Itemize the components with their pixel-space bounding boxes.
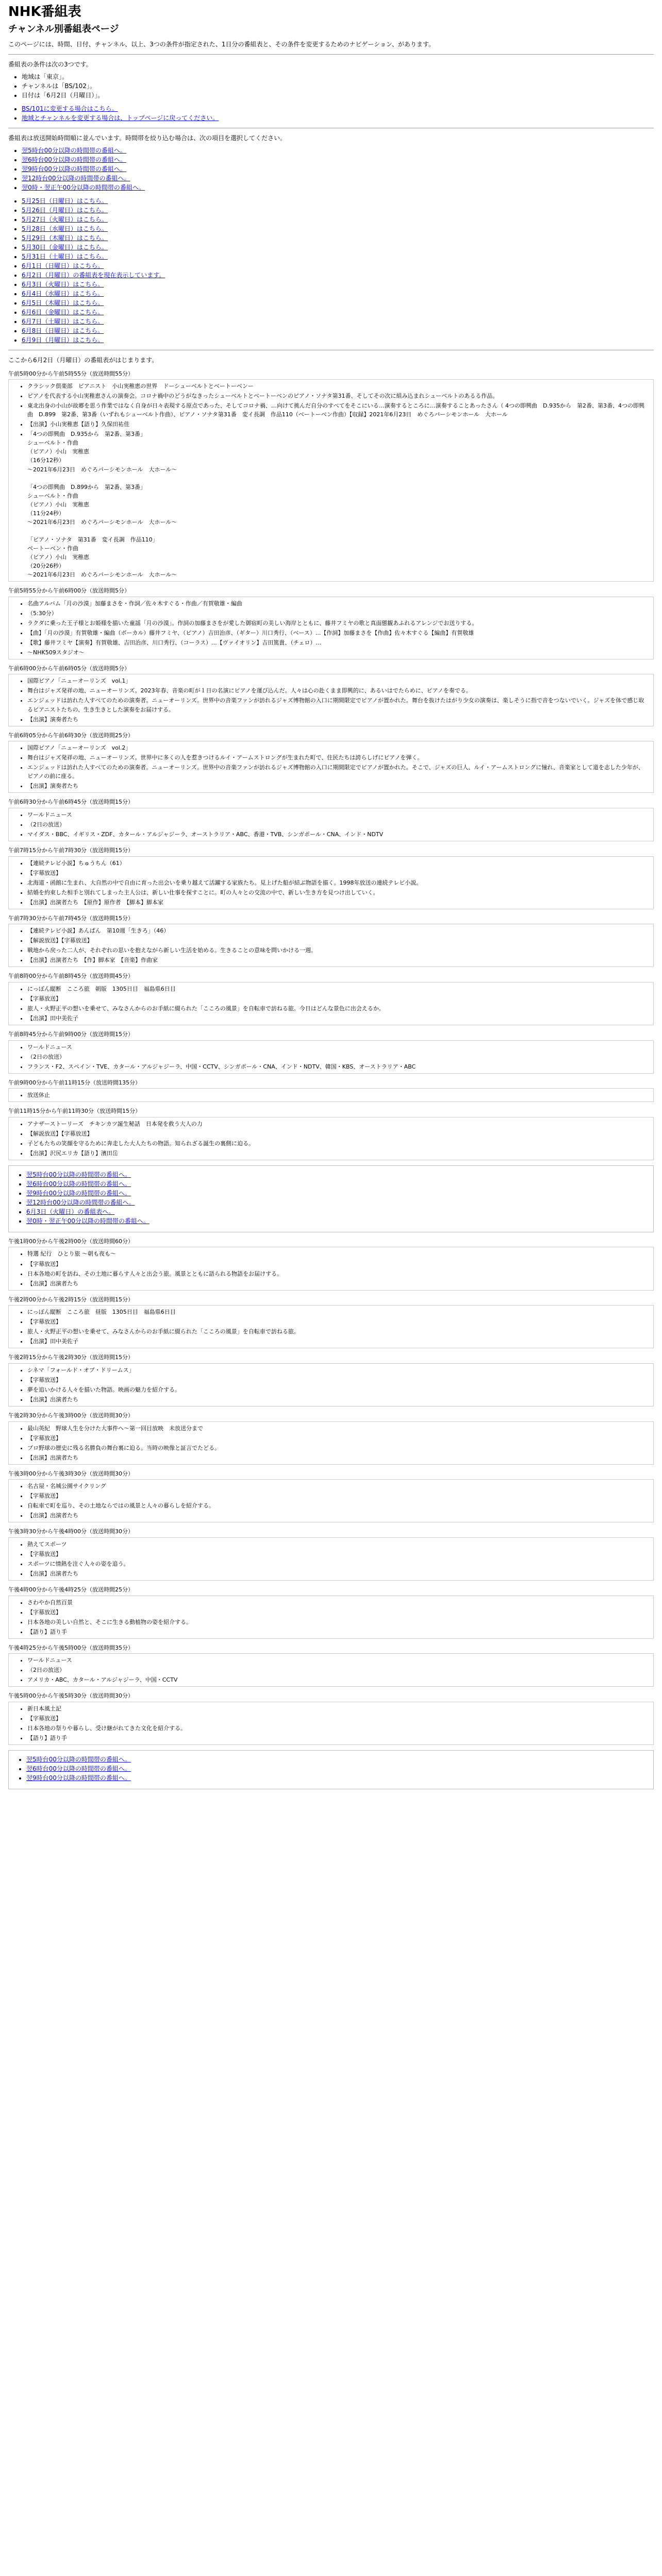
program-detail: • 【出演】出演者たち 【原作】原作者 【脚本】脚本家: [27, 898, 648, 907]
program-entry: [8, 674, 654, 726]
change-links: [8, 104, 654, 123]
program-detail: • エンジェッドは訪れた人すべてのための演奏者。ニューオーリンズ。世界中の音楽ファンが訪れるジャズ博物館の入口に期間限定でピアノが置かれた。そこで、ジャズの巨人、ルイ・アームストロングに憧れ、音楽家として道を志した少年が、ピアノの前に座る。: [27, 763, 648, 781]
bottom-nav-link[interactable]: 翌9時台00分以降の時間帯の番組へ。: [26, 1774, 131, 1782]
date-nav-link[interactable]: 5月29日（木曜日）はこちら。: [22, 234, 108, 242]
conditions-list: [8, 72, 654, 100]
program-detail: • 【出演】田中美佐子: [27, 1337, 648, 1346]
program-detail: • 【解説放送】【字幕放送】: [27, 936, 648, 945]
time-nav-link[interactable]: 翌9時台00分以降の時間帯の番組へ。: [22, 165, 126, 173]
program-detail: • 【歌】藤井フミヤ【演奏】有賀敬雄、吉田治彦、川口秀行、（コーラス）...【ヴァイオリン】吉田篤貴、（チェロ）...: [27, 638, 648, 647]
time-nav-list: [8, 146, 654, 192]
program-detail: • 【字幕放送】: [27, 1550, 648, 1558]
program-detail: • プロ野球の歴史に残る名勝負の舞台裏に迫る。当時の映像と証言でたどる。: [27, 1444, 648, 1452]
time-nav-link[interactable]: 翌6時台00分以降の時間帯の番組へ。: [22, 156, 126, 163]
program-entry: [8, 856, 654, 909]
program-details: [14, 599, 648, 657]
program-time: 午前6時00分から午前6時05分（放送時間5分）: [8, 665, 130, 672]
date-nav-link[interactable]: 6月9日（月曜日）はこちら。: [22, 336, 104, 344]
program-entry: [8, 982, 654, 1025]
date-nav-link[interactable]: 6月7日（土曜日）はこちら。: [22, 317, 104, 325]
program-title: • 新日本風土記: [27, 1704, 648, 1713]
program-detail: • （2日の放送）: [27, 1666, 648, 1674]
program-entry: [8, 1117, 654, 1160]
program-detail: • フランス・F2、スペイン・TVE、カタール・アルジャジーラ、中国・CCTV、シンガポール・CNA、インド・NDTV、韓国・KBS、オーストラリア・ABC: [27, 1062, 648, 1071]
program-time: 午後4時25分から午後5時00分（放送時間35分）: [8, 1644, 134, 1651]
time-nav-link[interactable]: 翌5時台00分以降の時間帯の番組へ。: [22, 146, 126, 154]
program-time: 午後2時00分から午後2時15分（放送時間15分）: [8, 1296, 134, 1303]
date-nav-link[interactable]: 6月4日（水曜日）はこちら。: [22, 290, 104, 297]
program-entry: [8, 1596, 654, 1639]
program-detail: • 子どもたちの笑顔を守るために奔走した大人たちの物語。知られざる誕生の裏側に迫る。: [27, 1139, 648, 1148]
program-detail: • 旅人・火野正平の想いを乗せて、みなさんからのお手紙に綴られた「こころの風景」を自転車で訪ねる旅。: [27, 1327, 648, 1336]
time-nav-link[interactable]: 翌0時・翌正午00分以降の時間帯の番組へ。: [22, 183, 145, 191]
program-detail: • （2日の放送）: [27, 1053, 648, 1061]
mid-nav-link[interactable]: 翌0時・翌正午00分以降の時間帯の番組へ。: [26, 1217, 150, 1225]
program-entry: [8, 379, 654, 582]
program-title: • 国際ピアノ「ニューオーリンズ vol.2」: [27, 743, 648, 752]
program-entry: [8, 808, 654, 841]
condition-channel: • チャンネルは「BS/102」。: [22, 81, 654, 91]
program-detail: • 【出演】演奏者たち: [27, 782, 648, 790]
program-detail: • 日本各地の町を訪ね、その土地に暮らす人々と出会う旅。風景とともに語られる物語をお届けする。: [27, 1269, 648, 1278]
program-details: [14, 1308, 648, 1346]
date-nav-link[interactable]: 5月30日（金曜日）はこちら。: [22, 243, 108, 251]
program-entry: [8, 1537, 654, 1581]
date-nav-link[interactable]: 6月5日（木曜日）はこちら。: [22, 299, 104, 307]
program-details: [14, 1120, 648, 1158]
mid-nav-link[interactable]: 翌6時台00分以降の時間帯の番組へ。: [26, 1180, 131, 1188]
program-title: • さわやか自然百景: [27, 1598, 648, 1607]
program-detail: • 【字幕放送】: [27, 1260, 648, 1268]
program-time: 午前6時30分から午前6時45分（放送時間15分）: [8, 799, 134, 806]
back-to-top-link[interactable]: 地域とチャンネルを変更する場合は、トップページに戻ってください。: [22, 114, 219, 122]
program-music-list: • 「4つの即興曲 D.935から 第2番、第3番」 シューベルト・作曲 （ピアノ）小山 実稚恵 （16分12秒） ～2021年6月23日 めぐろパーシモンホール 大ホール～ 「4つの即興曲 D.899から 第2番、第3番」 シューベルト・作曲 （ピアノ）小山 実稚恵 （11分24秒） ～2021年6月23日 めぐろパーシモンホール 大ホール～ 「ピアノ・ソナタ 第31番 変イ長調 作品110」 ベートーベン・作曲 （ピアノ）小山 実稚恵 （20分26秒） ～2021年6月23日 めぐろパーシモンホール 大ホール～: [27, 430, 648, 579]
program-details: [14, 1482, 648, 1520]
program-entry: [8, 1702, 654, 1745]
program-detail: • ピアノを代表する小山実稚恵さんの演奏会。コロナ禍中のどうがなきったシューベルトとベートーベンのピアノ・ソナタ第31番、そしてその次に組み込まれシューベルトのあるる作品。: [27, 392, 648, 400]
mid-nav-link[interactable]: 翌9時台00分以降の時間帯の番組へ。: [26, 1189, 131, 1197]
program-detail: • 東北出身の小山が故郷を思う作業ではなく自身が日々表現する原点であった、そしてコロナ禍、…向けて挑んだ自分のすべてをそこにいる…演奏するところに…演奏することあったさん（ 4つの即興曲 D.935から 第2番、第3番、4つの即興曲 D.899 第2番、第3番（いずれもシューベルト作曲）、ピアノ・ソナタ第31番 変イ長調 作品110（ベートーベン作曲）【収録】2021年6月23日 めぐろパーシモンホール 大ホール: [27, 401, 648, 419]
program-time: 午前9時00分から午前11時15分（放送時間135分）: [8, 1079, 141, 1086]
bottom-nav-box: [8, 1750, 654, 1789]
mid-nav-list: [13, 1170, 649, 1226]
program-detail: • 【出演】演奏者たち: [27, 715, 648, 724]
program-time: 午後1時00分から午後2時00分（放送時間60分）: [8, 1238, 134, 1245]
program-title: • 特選 紀行 ひとり旅 ～朝も夜も～: [27, 1249, 648, 1258]
program-details: [14, 1424, 648, 1462]
program-time: 午後2時15分から午後2時30分（放送時間15分）: [8, 1354, 134, 1361]
program-detail: • 戦地から戻った二人が、それぞれの思いを抱えながら新しい生活を始める。生きることの意味を問いかける一週。: [27, 946, 648, 955]
program-title: • 最山英紀 野球人生を分けた大事件ヘ～第一回目放映 未放送分まで: [27, 1424, 648, 1433]
program-detail: • 【出演】出演者たち: [27, 1511, 648, 1520]
date-nav-list: [8, 196, 654, 345]
bottom-nav-link[interactable]: 翌6時台00分以降の時間帯の番組へ。: [26, 1765, 131, 1773]
program-detail: • アメリカ・ABC、カタール・アルジャジーラ、中国・CCTV: [27, 1675, 648, 1684]
program-time: 午後2時30分から午後3時00分（放送時間30分）: [8, 1412, 134, 1419]
program-time: 午後3時00分から午後3時30分（放送時間30分）: [8, 1470, 134, 1477]
program-entry: [8, 1040, 654, 1074]
program-title: • ワールドニュース: [27, 1043, 648, 1052]
program-details: [14, 985, 648, 1023]
program-title: • にっぽん縦断 こころ旅 昼版 1305日目 福島県6日目: [27, 1308, 648, 1316]
program-title: • アナザーストーリーズ チキンカツ誕生秘話 日本発を救う大人の力: [27, 1120, 648, 1128]
program-detail: • 【出演】出演者たち: [27, 1395, 648, 1404]
program-detail: • （5:30分）: [27, 609, 648, 618]
date-nav-link[interactable]: 6月8日（日曜日）はこちら。: [22, 327, 104, 334]
program-time: 午前5時55分から午前6時00分（放送時間5分）: [8, 587, 130, 595]
time-nav-link[interactable]: 翌12時台00分以降の時間帯の番組へ。: [22, 174, 130, 182]
program-details: [14, 1043, 648, 1071]
program-time: 午前11時15分から午前11時30分（放送時間15分）: [8, 1108, 141, 1115]
program-detail: • 日本各地の祭りや暮らし、受け継がれてきた文化を紹介する。: [27, 1724, 648, 1733]
program-detail: • 【出演】小山実稚恵【語り】久保田祐佳: [27, 420, 648, 429]
program-title: • ワールドニュース: [27, 1656, 648, 1665]
program-title: • 放送休止: [27, 1091, 648, 1099]
program-entry: [8, 1305, 654, 1348]
condition-date: • 日付は「6月2日（月曜日）」。: [22, 91, 654, 100]
program-title: • 名古屋・名城公園サイクリング: [27, 1482, 648, 1490]
program-detail: • （2日の放送）: [27, 820, 648, 829]
program-detail: • 旅人・火野正平の想いを乗せて、みなさんからのお手紙に綴られた「こころの風景」を自転車で訪ねる旅。今日はどんな景色に出会えるか。: [27, 1004, 648, 1013]
date-nav-link[interactable]: 6月1日（日曜日）はこちら。: [22, 262, 104, 269]
program-detail: • 舞台はジャズ発祥の地、ニューオーリンズ。世界中に多くの人を惹きつけるルイ・アームストロングが生まれた町で、住民たちは誇らしげにピアノを弾く。: [27, 753, 648, 762]
program-detail: • 夢を追いかける人々を描いた物語。映画の魅力を紹介する。: [27, 1385, 648, 1394]
program-title: • ワールドニュース: [27, 810, 648, 819]
change-channel-link[interactable]: BS/101に変更する場合はこちら。: [22, 105, 118, 112]
program-details: [14, 810, 648, 839]
program-entry: [8, 1363, 654, 1406]
program-detail: • 【出演】出演者たち: [27, 1279, 648, 1288]
program-detail: • ～NHK509スタジオ～: [27, 648, 648, 657]
program-time: 午前8時00分から午前8時45分（放送時間45分）: [8, 973, 134, 980]
program-detail: • 【出演】田中美佐子: [27, 1014, 648, 1023]
program-title: • クラシック倶楽部 ピアニスト 小山実稚恵の世界 ドーシューベルトとベートーベンー: [27, 382, 648, 391]
mid-nav-link[interactable]: 翌5時台00分以降の時間帯の番組へ。: [26, 1171, 131, 1178]
program-list: [8, 370, 654, 1160]
program-detail: • 【出演】出演者たち: [27, 1453, 648, 1462]
date-nav-link[interactable]: 6月3日（火曜日）はこちら。: [22, 280, 104, 288]
program-detail: • ラクダに乗った王子様とお姫様を描いた童謡「月の沙漠」。作詞の加藤まさをが愛した御宿町の美しい海岸とともに、藤井フミヤの歌と真面態観あふれるアレンジでお送りする。: [27, 619, 648, 628]
program-title: • 【連続テレビ小説】ちゅうちん（61）: [27, 859, 648, 868]
date-nav-link[interactable]: 5月31日（土曜日）はこちら。: [22, 252, 108, 260]
program-details: [14, 926, 648, 964]
program-entry: [8, 741, 654, 793]
program-detail: • 結婚を約束した相手と別れてしまった主人公は、新しい仕事を探すことに。町の人々との交流の中で、新しい生き方を見つけ出していく。: [27, 888, 648, 897]
program-detail: • 【字幕放送】: [27, 994, 648, 1003]
program-details: [14, 1091, 648, 1099]
date-nav-link[interactable]: 6月6日（金曜日）はこちら。: [22, 308, 104, 316]
program-time: 午前7時15分から午前7時30分（放送時間15分）: [8, 847, 134, 854]
program-time: 午後3時30分から午後4時00分（放送時間30分）: [8, 1528, 134, 1535]
date-nav-link[interactable]: 5月25日（日曜日）はこちら。: [22, 197, 108, 205]
program-detail: • 【出演】沢尻エリカ【語り】濱田岳: [27, 1149, 648, 1158]
program-detail: • 【字幕放送】: [27, 1376, 648, 1384]
program-entry: [8, 1088, 654, 1102]
program-detail: • スポーツに情熱を注ぐ人々の姿を追う。: [27, 1560, 648, 1568]
program-title: • 国際ピアノ「ニューオーリンズ vol.1」: [27, 676, 648, 685]
program-title: • 【連続テレビ小説】あんぱん 第10週「生きろ」（46）: [27, 926, 648, 935]
program-details: [14, 676, 648, 723]
program-detail: • 自転車で町を巡り、その土地ならではの風景と人々の暮らしを紹介する。: [27, 1501, 648, 1510]
program-details: [14, 382, 648, 579]
program-list: [8, 1238, 654, 1745]
program-title: • 熱えてスポーツ: [27, 1540, 648, 1549]
program-title: • 名曲アルバム「月の沙漠」加藤まさを・作詞／佐々木すぐる・作曲／有賀敬雄・編曲: [27, 599, 648, 608]
program-detail: • エンジェッドは訪れた人すべてのための演奏者。ニューオーリンズ。世界中の音楽ファンが訪れるジャズ博物館の入口に期間限定でピアノが置かれた。舞台を抜けたはがり少女の演奏は、楽しそうに指で音をつないでいく。ジャズを体で感じ取るピアニストたちの、生き生きとした演奏をお届けする。: [27, 696, 648, 714]
program-details: [14, 743, 648, 790]
program-detail: • 【字幕放送】: [27, 869, 648, 877]
date-nav-link[interactable]: 5月27日（火曜日）はこちら。: [22, 215, 108, 223]
program-detail: • 【字幕放送】: [27, 1714, 648, 1723]
mid-nav-box: [8, 1165, 654, 1232]
program-detail: • 日本各地の美しい自然と、そこに生きる動植物の姿を紹介する。: [27, 1618, 648, 1626]
divider: [8, 54, 654, 55]
program-detail: • 【字幕放送】: [27, 1434, 648, 1443]
program-details: [14, 859, 648, 907]
time-nav-text: 番組表は放送開始時間順に並んでいます。時間帯を絞り込む場合は、次の項目を選択してください。: [8, 134, 287, 142]
program-details: [14, 1366, 648, 1404]
program-details: [14, 1598, 648, 1636]
mid-nav-link[interactable]: 翌12時台00分以降の時間帯の番組へ。: [26, 1198, 135, 1206]
program-detail: • 【曲】「月の沙漠」有賀敬雄・編曲（ボーカル）藤井フミヤ、（ピアノ）吉田治彦、（ギター）川口秀行、（ベース）...【作詞】加藤まさを【作曲】佐々木すぐる【編曲】有賀敬雄: [27, 629, 648, 637]
bottom-nav-link[interactable]: 翌5時台00分以降の時間帯の番組へ。: [26, 1756, 131, 1764]
program-entry: [8, 924, 654, 967]
program-detail: • 【語り】語り手: [27, 1734, 648, 1742]
program-title: • シネマ「フォールド・オブ・ドリームス」: [27, 1366, 648, 1375]
condition-region: • 地域は「東京」。: [22, 72, 654, 81]
program-time: 午後4時00分から午後4時25分（放送時間25分）: [8, 1586, 134, 1594]
intro-text: このページには、時間、日付、チャンネル、以上、3つの条件が指定された、1日分の番組表と、その条件を変更するためのナビゲーション、があります。: [8, 40, 435, 48]
program-time: 午前7時30分から午前7時45分（放送時間15分）: [8, 914, 134, 922]
program-details: [14, 1704, 648, 1742]
program-time: 午前5時00分から午前5時55分（放送時間55分）: [8, 370, 134, 377]
program-detail: • 【出演】出演者たち: [27, 1569, 648, 1578]
program-entry: [8, 1247, 654, 1290]
program-detail: • 【語り】語り手: [27, 1628, 648, 1636]
program-time: 午前8時45分から午前9時00分（放送時間15分）: [8, 1031, 134, 1038]
listing-intro: ここから6月2日（月曜日）の番組表がはじまります。: [8, 356, 158, 364]
program-detail: • 北海道・函館に生まれ、大自然の中で自由に育った出会いを乗り越えて活躍する家族たち。見上げた船が結ぶ物語を描く。1998年放送の連続テレビ小説。: [27, 878, 648, 887]
program-detail: • 【字幕放送】: [27, 1492, 648, 1500]
program-detail: • 【字幕放送】: [27, 1608, 648, 1617]
date-nav-link[interactable]: 5月28日（水曜日）はこちら。: [22, 225, 108, 232]
page-subtitle: チャンネル別番組表ページ: [8, 24, 119, 35]
program-title: • にっぽん縦断 こころ旅 朝版 1305日目 福島県6日目: [27, 985, 648, 993]
conditions-intro: 番組表の条件は次の3つです。: [8, 60, 92, 68]
bottom-nav-list: [13, 1755, 649, 1783]
date-nav-link[interactable]: 5月26日（月曜日）はこちら。: [22, 206, 108, 214]
program-detail: • 【字幕放送】: [27, 1317, 648, 1326]
program-details: [14, 1656, 648, 1684]
program-time: 午前6時05分から午前6時30分（放送時間25分）: [8, 732, 134, 739]
program-details: [14, 1249, 648, 1287]
program-detail: • マイダス・BBC、イギリス・ZDF、カタール・アルジャジーラ、オーストラリア・ABC、香港・TVB、シンガポール・CNA、インド・NDTV: [27, 830, 648, 839]
program-time: 午後5時00分から午後5時30分（放送時間30分）: [8, 1692, 134, 1700]
mid-nav-link[interactable]: 6月3日（火曜日）の番組表へ。: [26, 1208, 115, 1215]
program-entry: [8, 597, 654, 659]
program-entry: [8, 1653, 654, 1687]
program-details: [14, 1540, 648, 1578]
date-nav-current[interactable]: 6月2日（月曜日）の番組表を現在表示しています。: [22, 271, 166, 279]
program-detail: • 【解説放送】【字幕放送】: [27, 1129, 648, 1138]
program-detail: • 舞台はジャズ発祥の地、ニューオーリンズ。2023年春、音楽の町が１日の名演にピアノを運び込んだ。人々は心の赴くまま即興的に、あるいはでたらめに、ピアノを奏でる。: [27, 686, 648, 695]
site-title: NHK番組表: [8, 4, 81, 20]
program-entry: [8, 1421, 654, 1465]
program-detail: • 【出演】出演者たち 【作】脚本家 【音楽】作曲家: [27, 956, 648, 964]
program-entry: [8, 1479, 654, 1522]
